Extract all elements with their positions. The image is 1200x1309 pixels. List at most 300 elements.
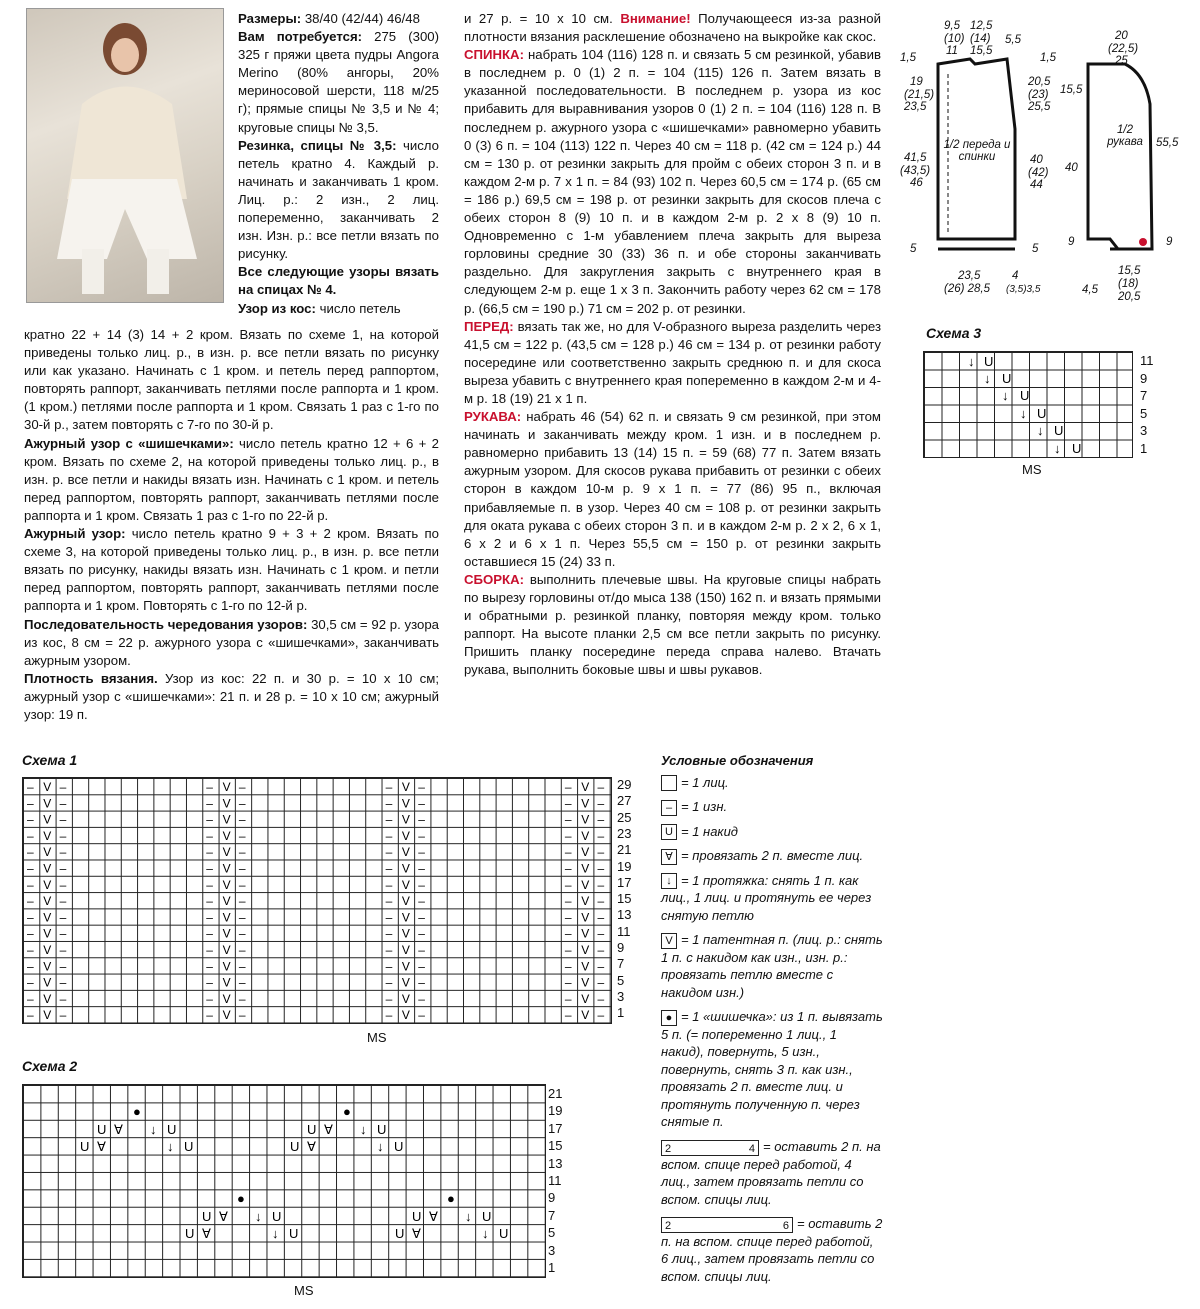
chart1-cell: – (27, 845, 34, 860)
chart1-cell: V (581, 877, 590, 892)
s-l2: 40 (1065, 162, 1078, 174)
chart1-cell: – (564, 845, 572, 860)
row-number: 15 (617, 891, 632, 907)
m-l1: 1,5 (900, 52, 916, 64)
chart1-cell: V (581, 812, 590, 827)
row-number: 17 (617, 874, 632, 890)
chart1-cell: – (385, 894, 393, 909)
chart1-cell: – (27, 877, 34, 892)
row-number: 23 (617, 825, 632, 841)
row-number: 17 (548, 1120, 563, 1136)
svg-text:U: U (184, 1139, 194, 1154)
chart1-grid (22, 777, 612, 1024)
yo-text: = 1 накид (681, 823, 738, 839)
chart1-cell: – (59, 812, 67, 827)
front-label: ПЕРЕД: (464, 318, 514, 334)
svg-text:U: U (289, 1226, 299, 1241)
svg-text:U: U (984, 354, 994, 369)
chart1-cell: – (206, 991, 213, 1006)
chart1-cell: – (238, 943, 246, 957)
density-text: Узор из кос: 22 п. и 30 р. = 10 х 10 см; ажурный узор с «шишечками»: 21 п. и 28 р. = 10 х 10 см; ажурный узор: 19 п. (24, 670, 439, 722)
m-r2: 20,5 (1028, 76, 1051, 88)
s-b2: 15,5 (1118, 265, 1141, 277)
chart1-cell: – (385, 780, 393, 794)
svg-text:U: U (482, 1209, 492, 1224)
chart1-cell: – (385, 975, 393, 990)
left-text-top (238, 10, 439, 318)
sleeves-text: набрать 46 (54) 62 п. и связать 9 см резинкой, при этом начинать и заканчивать между кром. 1 изн. и в последнем р. равномерно прибавить 13 (14) 15 п. = 59 (68) 77 п. Затем вязать ажурным узором. Для скосов рукава прибавить от резинки с обеих сторон в каждом 10-м р. 9 х 1 п. = 77 (86) 95 п., включая прибавляемые п. в узор. Через 40 см = 108 р. от резинки закрыть для оката рукава с обеих сторон 3 п. и в каждом 2-м р. 2 х 2, 6 х 1, 6 х 2 и 6 х 1 п. Через 55,5 см = 150 р. от резинки закрыть оставшиеся 15 (24) 33 п. (464, 409, 881, 569)
chart1-cell: V (222, 991, 231, 1006)
chart1-cell: – (564, 910, 572, 925)
lace-label: Ажурный узор: (24, 526, 126, 542)
m-b2: (26) 28,5 (944, 283, 991, 295)
chart1-cell: – (238, 959, 246, 974)
chart1-cell: – (385, 959, 393, 974)
chart1-cell: V (222, 845, 231, 860)
k2tog-symbol: ∀ (661, 849, 677, 865)
materials-label: Вам потребуется: (238, 29, 363, 45)
chart1-cell: – (385, 828, 393, 843)
rib-label: Резинка, спицы № 3,5: (238, 137, 397, 153)
chart1-cell: – (597, 828, 605, 843)
chart1-cell: V (222, 959, 231, 974)
chart1-cell: V (401, 975, 410, 990)
m-top4: 12,5 (970, 20, 993, 32)
row-number: 19 (548, 1103, 563, 1119)
chart1-cell: V (581, 926, 590, 941)
chart1-cell: V (43, 877, 52, 892)
chart1-cell: – (27, 796, 34, 811)
row-number: 19 (617, 858, 632, 874)
chart1-cell: – (27, 861, 34, 876)
m-top2: (10) (944, 33, 965, 45)
legend-p1 (661, 798, 883, 816)
svg-text:U: U (1037, 406, 1047, 421)
chart1-cell: – (597, 812, 605, 827)
sleeve-label: 1/2 рукава (1107, 124, 1143, 148)
row-number: 29 (617, 777, 632, 792)
chart1-cell: V (581, 894, 590, 909)
cable-2-4-right: 4 (748, 1142, 755, 1155)
chart1-cell: – (206, 926, 213, 941)
m-r6: (42) (1028, 167, 1049, 179)
chart1-cell: V (401, 845, 410, 860)
row-number: 1 (1140, 440, 1148, 456)
chart1-cell: – (27, 943, 34, 957)
chart1-cell: – (418, 959, 425, 974)
sizes-label: Размеры: (238, 11, 302, 26)
legend-cable-2-4 (661, 1138, 883, 1208)
chart3-grid (923, 351, 1133, 458)
chart1-cell: – (418, 812, 425, 827)
legend-yo (661, 823, 883, 841)
legend-psso (661, 872, 883, 925)
k1-symbol (661, 775, 677, 791)
chart1-cell: – (385, 845, 393, 860)
chart1-cell: – (238, 796, 246, 811)
chart1-cell: – (597, 796, 605, 811)
chart1-cell: – (418, 877, 425, 892)
chart1-cell: V (222, 894, 231, 909)
cable-a: число петель (319, 300, 401, 316)
svg-text:↓: ↓ (272, 1226, 279, 1241)
s-r1: 55,5 (1156, 137, 1179, 149)
chart1-cell: V (401, 828, 410, 843)
chart1-cell: V (581, 991, 590, 1006)
s-t2: (22,5) (1108, 43, 1139, 55)
chart1-cell: V (222, 828, 231, 843)
chart1-cell: – (418, 991, 425, 1006)
chart1-cell: – (59, 975, 67, 990)
chart3-title: Схема 3 (926, 325, 982, 341)
row-number: 7 (617, 956, 625, 972)
chart1-cell: V (43, 926, 52, 941)
s-l3: 9 (1068, 236, 1075, 248)
m-l3: (21,5) (904, 89, 935, 101)
chart1-cell: V (581, 845, 590, 860)
chart1-cell: V (222, 1008, 231, 1023)
m-r3: (23) (1028, 89, 1049, 101)
svg-text:↓: ↓ (360, 1122, 367, 1137)
cable-2-6-right: 6 (782, 1219, 789, 1232)
chart1-cell: V (222, 861, 231, 876)
chart1-cell: V (43, 991, 52, 1006)
chart1-cell: V (222, 926, 231, 941)
chart1-cell: – (238, 812, 246, 827)
row-number: 7 (548, 1207, 556, 1223)
back-text: набрать 104 (116) 128 п. и связать 5 см резинкой, убавив в последнем р. 0 (1) 2 п. = 104 (115) 126 п. Затем вязать в указанной последовательности. В последнем р. узора из кос прибавить для выравнивания узоров 0 (1) 2 п. = 104 (116) 128 п. В последнем р. ажурного узора с «шишечками» равномерно убавить 0 (3) 6 п. = 104 (113) 122 п. Через 40 см = 118 р. (42 см = 124 р.) 44 см = 130 р. от резинки закрыть для пройм с обеих сторон 3 п. и в каждом 2-м р. 7 х 1 п. = 84 (93) 102 п. Через 60,5 см = 174 р. (65 см = 186 р.) 69,5 см = 198 р. от резинки закрыть для скосов плеча с обеих сторон 8 (9) 10 п. и в каждом 2-м р. 2 х 8 (9) 10 п. Одновременно с 1-м убавлением плеча закрыть для выреза горловины средние 30 (33) 36 п. и обе стороны заканчивать раздельно. Для закругления закрыть с внутреннего края в следующем 2-м р. еще 1 х 3 п. Закончить работу через 62 см = 178 р. (66,5 см = 190 р.) 71 см = 202 р. от резинки. (464, 47, 881, 316)
svg-text:U: U (80, 1139, 90, 1154)
chart1-cell: – (564, 828, 572, 843)
svg-text:↓: ↓ (377, 1139, 384, 1154)
chart1-cell: – (206, 812, 213, 827)
m-r4: 25,5 (1028, 101, 1051, 113)
svg-text:∀: ∀ (219, 1209, 228, 1224)
chart1-cell: V (401, 926, 410, 941)
m-l8: 5 (910, 243, 917, 255)
chart1-cell: V (43, 812, 52, 827)
cable-text: кратно 22 + 14 (3) 14 + 2 кром. Вязать по схеме 1, на которой приведены только лиц. р., в изн. р. все петли вязать по рисунку или как указано. Начинать с 1 кром. и петель перед раппортом, повторять раппорт, заканчивать петлями после раппорта и 1 кром. (1 кром.) петлями после раппорта и 1 кром. Связать 1 раз с 1-го по 30-й р., затем повторять с 7-го по 30-й р. (24, 327, 439, 433)
chart1-cell: – (385, 1008, 393, 1023)
chart1-cell: – (597, 894, 605, 909)
row-number: 27 (617, 793, 632, 809)
bobble-text: число петель кратно 12 + 6 + 2 кром. Вязать по схеме 2, на которой приведены только лиц. р., в изн. р. все петли и накиды вязать изн. Начинать с 1 кром. и петель перед раппортом, повторять раппорт, заканчивать петлями после раппорта и 1 кром. Связать 1 раз с 1-го по 22-й р. (24, 435, 439, 523)
chart1-cell: V (401, 1008, 410, 1023)
m-b1: 23,5 (958, 270, 981, 282)
chart1-cell: – (418, 861, 425, 876)
chart1-cell: – (238, 910, 246, 925)
chart1-cell: – (564, 991, 572, 1006)
legend-k2tog (661, 847, 883, 865)
svg-text:↓: ↓ (255, 1209, 262, 1224)
chart1-cell: – (206, 861, 213, 876)
chart1-cell: V (401, 991, 410, 1006)
next-patterns-note: Все следующие узоры вязать на спицах № 4. (238, 264, 439, 298)
chart1-cell: V (43, 959, 52, 974)
svg-text:U: U (395, 1226, 405, 1241)
chart1-cell: – (418, 780, 425, 794)
chart1-cell: – (238, 780, 246, 794)
chart1-cell: V (222, 812, 231, 827)
chart1-cell: – (206, 796, 213, 811)
chart1-cell: – (238, 861, 246, 876)
chart1-cell: V (581, 796, 590, 811)
svg-text:∀: ∀ (429, 1209, 438, 1224)
chart1-cell: V (222, 796, 231, 811)
m-l6: (43,5) (900, 165, 931, 177)
chart1-cell: V (43, 780, 52, 794)
chart1-cell: V (581, 910, 590, 925)
svg-text:U: U (394, 1139, 404, 1154)
svg-text:U: U (290, 1139, 300, 1154)
chart1-cell: – (564, 861, 572, 876)
body-label: 1/2 переда и спинки (943, 139, 1011, 163)
chart1-cell: V (43, 894, 52, 909)
chart1-cell: – (418, 943, 425, 957)
row-number: 5 (617, 972, 625, 988)
chart1-cell: V (401, 943, 410, 957)
chart1-cell: – (564, 796, 572, 811)
row-number: 11 (548, 1173, 562, 1188)
chart1-cell: – (27, 812, 34, 827)
chart1-cell: – (27, 926, 34, 941)
legend-patent (661, 931, 883, 1001)
svg-text:U: U (1072, 441, 1082, 456)
sequence-label: Последовательность чередования узоров: (24, 616, 308, 632)
chart1-cell: – (385, 861, 393, 876)
chart1-cell: V (401, 861, 410, 876)
k1-text: = 1 лиц. (681, 774, 729, 790)
chart1-cell: V (401, 894, 410, 909)
chart1-cell: – (597, 975, 605, 990)
chart1-cell: – (27, 910, 34, 925)
chart1-cell: – (418, 828, 425, 843)
m-top5: (14) (970, 33, 991, 45)
svg-text:U: U (499, 1226, 509, 1241)
bobble-text: = 1 «шишечка»: из 1 п. вывязать 5 п. (= попеременно 1 лиц., 1 накид), повернуть, 5 изн., повернуть, снять 3 п. как изн., провязать 2 п. вместе лиц. и протянуть полученную п. через снятые п. (661, 1009, 883, 1130)
m-b3: 4 (1012, 270, 1019, 282)
row-number: 11 (1140, 353, 1154, 368)
svg-text:U: U (97, 1122, 107, 1137)
attention: Получающееся из-за разной плотности вязания расклешение обозначено на выкройке как скос. (464, 11, 881, 45)
chart1-cell: – (385, 991, 393, 1006)
legend-cable-2-6 (661, 1215, 883, 1285)
chart1-cell: – (206, 943, 213, 957)
assembly-text: выполнить плечевые швы. На круговые спицы набрать по вырезу горловины от/до мыса 138 (150) 162 п. и вязать прямыми и обратными р. резинкой планку, повторяя между кром. только раппорт. На высоте планки 2,5 см все петли закрыть по рисунку. Пришить планку посередине переда справа налево. Втачать рукава, выполнить боковые швы и швы рукавов. (464, 571, 881, 678)
cable-2-6-text: = оставить 2 п. на вспом. спице перед работой, 6 лиц., затем провязать петли со вспом. спицы лиц. (661, 1216, 883, 1284)
s-r2: 9 (1166, 236, 1173, 248)
svg-text:↓: ↓ (1020, 406, 1027, 421)
chart1-cell: – (385, 943, 393, 957)
m-r7: 44 (1030, 179, 1043, 191)
chart1-cell: V (222, 975, 231, 990)
m-l2: 19 (910, 76, 923, 88)
chart1-cell: – (59, 796, 67, 811)
intro: и 27 р. = 10 х 10 см. (464, 11, 613, 26)
back-label: СПИНКА: (464, 47, 524, 63)
chart2-ms: MS (294, 1283, 314, 1298)
lace-text: число петель кратно 9 + 3 + 2 кром. Вязать по схеме 3, на которой приведены только лиц. р., в изн. р. все петли вязать по рисунку, накиды вязать изн. Начинать с 1 кром. и петли перед раппортом, повторять раппорт, заканчивать петлями после раппорта и 1 кром. Повторять с 1-го по 12-й р. (24, 526, 439, 614)
chart1-cell: – (206, 845, 213, 860)
svg-text:↓: ↓ (150, 1122, 157, 1137)
chart1-cell: – (59, 845, 67, 860)
svg-text:↓: ↓ (167, 1139, 174, 1154)
chart1-cell: – (564, 812, 572, 827)
m-l5: 41,5 (904, 152, 927, 164)
chart1-cell: – (206, 877, 213, 892)
chart1-cell: – (59, 926, 67, 941)
chart1-cell: – (238, 894, 246, 909)
chart1-cell: – (238, 877, 246, 892)
front-text: вязать так же, но для V-образного выреза разделить через 41,5 см = 122 р. (43,5 см = 128 р.) 46 см = 134 р. от резинки работу посередине или соответственно закрыть среднюю п. и для скоса выреза убавить с внутреннего края попеременно в каждом 2-м и 4-м р. 18 (19) 21 х 1 п. (464, 318, 881, 406)
chart2-title: Схема 2 (22, 1058, 78, 1074)
chart1-cell: V (401, 910, 410, 925)
chart1-cell: – (59, 877, 67, 892)
m-r1: 1,5 (1040, 52, 1056, 64)
chart1-cell: – (27, 828, 34, 843)
svg-text:↓: ↓ (482, 1226, 489, 1241)
svg-text:U: U (1020, 388, 1030, 403)
chart1-cell: – (206, 780, 213, 794)
chart1-cell: V (581, 828, 590, 843)
svg-text:U: U (412, 1209, 422, 1224)
svg-text:↓: ↓ (1002, 388, 1009, 403)
svg-text:↓: ↓ (1037, 423, 1044, 438)
row-number: 1 (617, 1005, 625, 1021)
chart1-cell: – (27, 780, 34, 794)
chart1-title: Схема 1 (22, 752, 78, 768)
legend (661, 752, 883, 1292)
chart1-cell: – (597, 926, 605, 941)
legend-bobble (661, 1008, 883, 1131)
m-top7: 5,5 (1005, 34, 1021, 46)
chart1-cell: V (581, 943, 590, 957)
chart1-cell: V (401, 780, 410, 794)
chart1-cell: – (564, 780, 572, 794)
row-number: 13 (548, 1155, 563, 1171)
cable-2-4-text: = оставить 2 п. на вспом. спице перед работой, 4 лиц., затем провязать петли со вспом. спицы лиц. (661, 1138, 881, 1207)
svg-text:↓: ↓ (465, 1209, 472, 1224)
rib: число петель кратно 4. Каждый р. начинать и заканчивать 1 кром. Лиц. р.: 2 изн., 2 лиц. попеременно, заканчивать 2 изн. Изн. р.: все петли вязать по рисунку. (238, 137, 439, 262)
chart1-cell: V (43, 861, 52, 876)
chart1-cell: – (59, 1008, 67, 1023)
m-r8: 5 (1032, 243, 1039, 255)
chart1-cell: – (238, 828, 246, 843)
m-l4: 23,5 (904, 101, 927, 113)
chart1-cell: – (385, 926, 393, 941)
svg-text:∀: ∀ (307, 1139, 316, 1154)
chart1-cell: – (59, 780, 67, 794)
model-photo (26, 8, 224, 303)
chart1-cell: – (27, 1008, 34, 1023)
chart1-cell: V (43, 943, 52, 957)
chart1-cell: – (564, 943, 572, 957)
chart1-cell: – (597, 910, 605, 925)
svg-text:U: U (307, 1122, 317, 1137)
middle-text (464, 10, 881, 679)
sizes: 38/40 (42/44) 46/48 (304, 11, 420, 26)
row-number: 9 (548, 1190, 556, 1206)
m-top3: 11 (946, 45, 958, 57)
svg-text:U: U (272, 1209, 282, 1224)
svg-text:●: ● (447, 1191, 455, 1206)
s-b3: (18) (1118, 278, 1139, 290)
chart1-cell: – (238, 975, 246, 990)
chart1-cell: – (418, 894, 425, 909)
row-number: 11 (617, 923, 631, 939)
m-top1: 9,5 (944, 20, 960, 32)
chart1-cell: – (385, 796, 393, 811)
chart1-cell: – (564, 959, 572, 974)
garment-schematic (900, 14, 1190, 314)
chart1-cell: – (385, 812, 393, 827)
chart1-cell: – (27, 894, 34, 909)
k2tog-text: = провязать 2 п. вместе лиц. (681, 848, 864, 864)
chart1-cell: – (59, 943, 67, 957)
density-label: Плотность вязания. (24, 670, 158, 686)
chart1-cell: – (418, 975, 425, 990)
chart1-cell: V (581, 975, 590, 990)
chart1-cell: V (43, 975, 52, 990)
legend-k1 (661, 774, 883, 792)
row-number: 9 (617, 940, 625, 955)
chart1-cell: – (59, 959, 67, 974)
bobble-label: Ажурный узор с «шишечками»: (24, 435, 234, 451)
row-number: 5 (1140, 405, 1148, 421)
chart1-cell: – (206, 894, 213, 909)
chart1-cell: – (564, 877, 572, 892)
s-b4: 20,5 (1118, 291, 1141, 303)
chart1-cell: – (597, 780, 605, 794)
chart1-cell: V (43, 796, 52, 811)
m-top6: 15,5 (970, 45, 993, 57)
chart1-cell: V (43, 845, 52, 860)
svg-text:U: U (1002, 371, 1012, 386)
chart1-cell: – (564, 975, 572, 990)
cable-label: Узор из кос: (238, 300, 316, 316)
attention-label: Внимание! (620, 11, 691, 26)
psso-text: = 1 протяжка: снять 1 п. как лиц., 1 лиц. и протянуть ее через снятую петлю (661, 872, 872, 923)
chart1-cell: V (401, 796, 410, 811)
chart1-cell: – (597, 1008, 605, 1023)
m-r5: 40 (1030, 154, 1043, 166)
svg-text:∀: ∀ (202, 1226, 211, 1241)
assembly-label: СБОРКА: (464, 571, 525, 587)
chart1-cell: – (27, 959, 34, 974)
row-number: 5 (548, 1225, 556, 1241)
m-b4: (3,5)3,5 (1006, 284, 1041, 295)
cable-2-6-left: 2 (665, 1219, 672, 1232)
chart1-cell: V (43, 910, 52, 925)
legend-title: Условные обозначения (661, 753, 814, 768)
svg-text:∀: ∀ (97, 1139, 106, 1154)
chart1-cell: V (581, 959, 590, 974)
cable-2-4-symbol (661, 1140, 759, 1156)
chart1-cell: V (401, 812, 410, 827)
chart1-cell: – (597, 943, 605, 957)
left-text-bottom (24, 326, 439, 724)
chart1-cell: – (27, 975, 34, 990)
chart1-cell: – (597, 861, 605, 876)
p1-symbol: – (661, 800, 677, 816)
svg-text:↓: ↓ (968, 354, 975, 369)
s-t1: 20 (1115, 30, 1128, 42)
chart2-grid (22, 1084, 546, 1278)
chart1-cell: – (564, 894, 572, 909)
chart1-cell: V (222, 910, 231, 925)
chart1-cell: – (418, 796, 425, 811)
chart1-cell: – (206, 975, 213, 990)
